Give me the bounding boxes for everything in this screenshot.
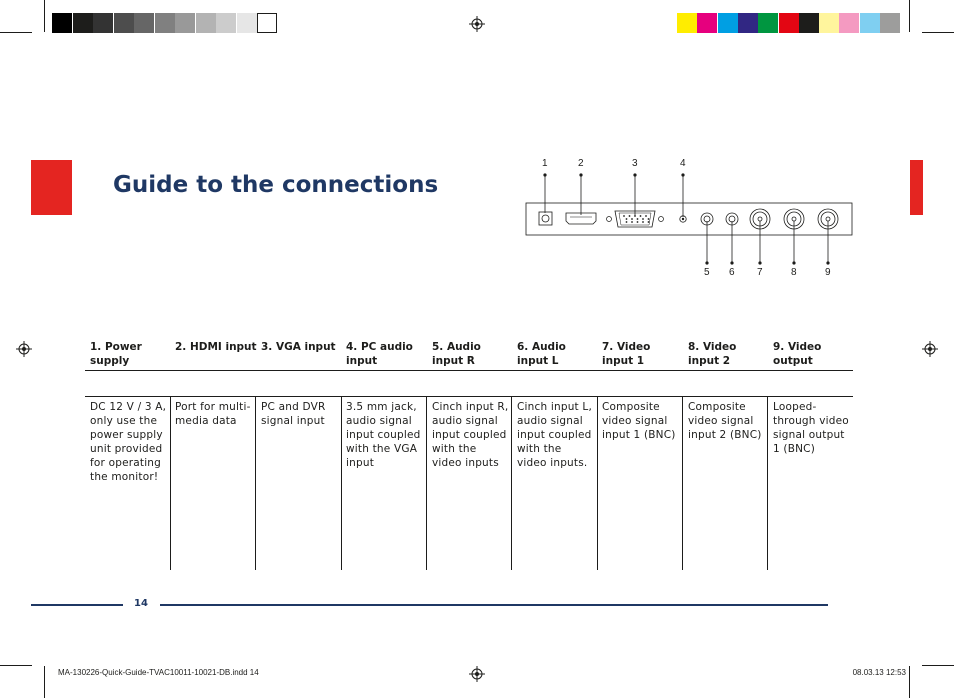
color-swatch (175, 13, 195, 33)
color-swatch (134, 13, 154, 33)
color-swatch (718, 13, 738, 33)
crop-mark (909, 0, 910, 32)
table-header: 2. HDMI input (175, 341, 257, 353)
vga-pin (637, 221, 639, 223)
diagram-label-4: 4 (680, 158, 686, 169)
column-divider (341, 396, 342, 570)
vga-pin (629, 215, 631, 217)
red-margin-tab-left (31, 160, 72, 215)
table-rule (85, 370, 853, 371)
registration-mark-icon (922, 341, 938, 357)
color-swatch (73, 13, 93, 33)
table-cell: Cinch input L, audio signal input coupled with the video inputs. (517, 401, 593, 469)
color-swatch (257, 13, 277, 33)
color-swatch (114, 13, 134, 33)
color-swatch (677, 13, 697, 33)
crop-mark (909, 666, 910, 698)
diagram-label-5: 5 (704, 267, 710, 278)
diagram-label-2: 2 (578, 158, 584, 169)
page-title: Guide to the connections (113, 172, 439, 198)
color-swatch (196, 13, 216, 33)
footer-rule-left (31, 604, 123, 606)
color-swatch (52, 13, 72, 33)
color-swatch (880, 13, 900, 33)
table-cell: 3.5 mm jack, audio signal input coupled with the VGA input (346, 401, 421, 469)
table-header: 8. Video input 2 (688, 341, 737, 367)
vga-pin (626, 218, 628, 220)
table-cell: Cinch input R, audio signal input coupled with the video inputs (432, 401, 509, 469)
table-cell: Looped- through video signal output 1 (BNC) (773, 401, 849, 455)
color-swatch (799, 13, 819, 33)
connection-panel-diagram (520, 155, 860, 285)
table-header: 1. Power supply (90, 341, 142, 367)
table-header: 5. Audio input R (432, 341, 481, 367)
registration-mark-icon (16, 341, 32, 357)
column-divider (767, 396, 768, 570)
vga-pin (631, 221, 633, 223)
color-swatch (860, 13, 880, 33)
crop-mark (922, 32, 954, 33)
diagram-label-9: 9 (825, 267, 831, 278)
table-header: 6. Audio input L (517, 341, 566, 367)
vga-pin (631, 218, 633, 220)
diagram-label-7: 7 (757, 267, 763, 278)
vga-pin (642, 218, 644, 220)
color-swatch (237, 13, 257, 33)
column-divider (511, 396, 512, 570)
table-cell: Composite video signal input 2 (BNC) (688, 401, 762, 441)
vga-pin (637, 218, 639, 220)
crop-mark (0, 665, 32, 666)
color-swatch (819, 13, 839, 33)
crop-mark (922, 665, 954, 666)
registration-mark-icon (469, 16, 485, 32)
crop-mark (0, 32, 32, 33)
page-number: 14 (134, 598, 148, 609)
color-swatch (697, 13, 717, 33)
table-header: 7. Video input 1 (602, 341, 651, 367)
vga-pin (645, 215, 647, 217)
vga-pin (648, 218, 650, 220)
color-swatch (738, 13, 758, 33)
column-divider (170, 396, 171, 570)
color-swatch (216, 13, 236, 33)
red-margin-tab-right (910, 160, 923, 215)
column-divider (426, 396, 427, 570)
table-header: 4. PC audio input (346, 341, 413, 367)
vga-pin (640, 215, 642, 217)
table-cell: DC 12 V / 3 A, only use the power supply unit provided for operating the monitor! (90, 401, 167, 483)
table-header: 3. VGA input (261, 341, 336, 353)
table-cell: PC and DVR signal input (261, 401, 326, 427)
color-swatch (93, 13, 113, 33)
diagram-label-6: 6 (729, 267, 735, 278)
color-swatch (758, 13, 778, 33)
color-swatch (155, 13, 175, 33)
diagram-label-3: 3 (632, 158, 638, 169)
table-rule (85, 396, 853, 397)
diagram-label-8: 8 (791, 267, 797, 278)
column-divider (597, 396, 598, 570)
slug-filename: MA-130226-Quick-Guide-TVAC10011-10021-DB.indd 14 (58, 668, 259, 677)
color-swatch (779, 13, 799, 33)
column-divider (682, 396, 683, 570)
slug-datetime: 08.03.13 12:53 (852, 668, 906, 677)
table-cell: Port for multi- media data (175, 401, 251, 427)
footer-rule-right (160, 604, 828, 606)
diagram-label-1: 1 (542, 158, 548, 169)
crop-mark (44, 0, 45, 32)
table-header: 9. Video output (773, 341, 822, 367)
vga-pin (626, 221, 628, 223)
registration-mark-icon (469, 666, 485, 682)
vga-pin (642, 221, 644, 223)
vga-pin (623, 215, 625, 217)
crop-mark (44, 666, 45, 698)
color-swatch (839, 13, 859, 33)
column-divider (255, 396, 256, 570)
vga-pin (648, 221, 650, 223)
table-cell: Composite video signal input 1 (BNC) (602, 401, 676, 441)
